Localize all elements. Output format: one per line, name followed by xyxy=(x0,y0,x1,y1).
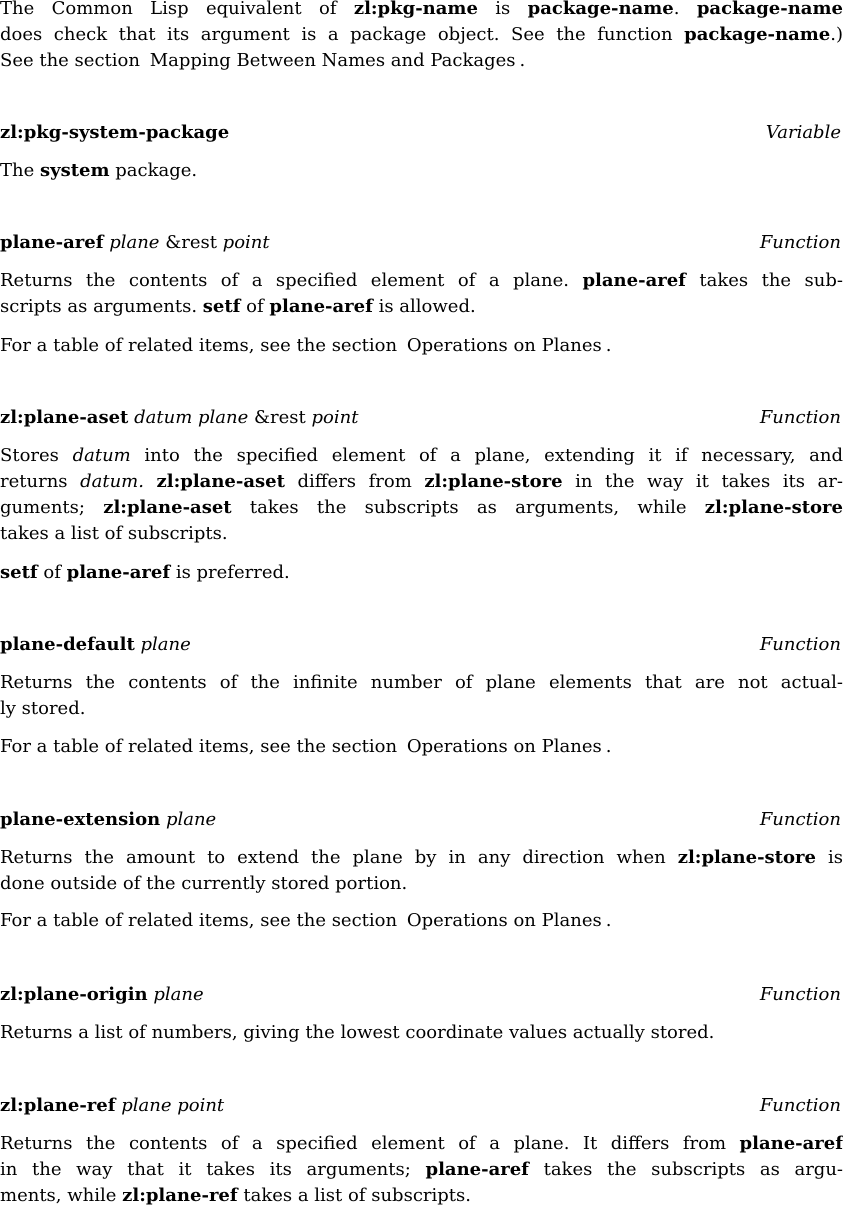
text: .) xyxy=(830,24,843,45)
entry-header xyxy=(0,982,843,1008)
symbol-name: zl:plane-aset xyxy=(103,497,232,518)
entry-argument: plane xyxy=(165,809,217,830)
section-cross-reference[interactable]: Mapping Between Names and Packages xyxy=(149,50,516,71)
section-cross-reference[interactable]: Operations on Planes xyxy=(406,335,602,356)
text: guments; xyxy=(0,497,85,518)
entry-kind: Function xyxy=(759,634,841,655)
entry-header xyxy=(0,807,843,833)
text: The Common Lisp equivalent of xyxy=(0,0,337,19)
entry-name: plane-extension xyxy=(0,809,161,830)
entry-argument: plane xyxy=(109,232,160,253)
intro-line-3 xyxy=(0,48,843,74)
intro-line-2 xyxy=(0,22,843,48)
entry-description-line xyxy=(0,469,843,495)
see-also-line xyxy=(0,734,843,760)
entry-description xyxy=(0,158,843,184)
entry-header xyxy=(0,405,843,431)
entry-description-line xyxy=(0,1131,843,1157)
text: Returns the contents of a specified element of a plane. It differs from xyxy=(0,1133,727,1154)
text: Returns a list of numbers, giving the lowest coordinate values actually stored. xyxy=(0,1022,715,1043)
text: ments, while xyxy=(0,1185,117,1206)
symbol-name: plane-aref xyxy=(582,270,686,291)
symbol-name: zl:plane-store xyxy=(424,471,563,492)
text: scripts as arguments. xyxy=(0,296,198,317)
entry-description-line xyxy=(0,495,843,521)
section-cross-reference[interactable]: Operations on Planes xyxy=(406,736,602,757)
entry-argument: plane xyxy=(198,407,249,428)
symbol-name: package-name xyxy=(527,0,674,19)
entry-argument: point xyxy=(311,407,359,428)
entry-argument: point xyxy=(177,1095,225,1116)
text: takes a list of subscripts. xyxy=(243,1185,471,1206)
argument-reference: datum. xyxy=(80,471,144,492)
symbol-name: plane-aref xyxy=(425,1159,529,1180)
entry-name: plane-aref xyxy=(0,232,104,253)
text: in the way it takes its ar- xyxy=(575,471,843,492)
symbol-name: zl:plane-aset xyxy=(156,471,285,492)
entry-name: zl:plane-aset xyxy=(0,407,129,428)
entry-kind: Variable xyxy=(765,122,841,143)
text: is preferred. xyxy=(175,562,290,583)
entry-description-line xyxy=(0,294,843,320)
text: in the way that it takes its arguments; xyxy=(0,1159,411,1180)
text: Returns the contents of a specified element of a plane. xyxy=(0,270,569,291)
entry-kind: Function xyxy=(759,1095,841,1116)
text: For a table of related items, see the section xyxy=(0,335,398,356)
symbol-name: system xyxy=(40,160,110,181)
text: For a table of related items, see the section xyxy=(0,910,398,931)
see-also-line xyxy=(0,908,843,934)
text: For a table of related items, see the section xyxy=(0,736,398,757)
text: does check that its argument is a package object. See the function xyxy=(0,24,673,45)
symbol-name: setf xyxy=(0,562,38,583)
text: differs from xyxy=(297,471,412,492)
text: of xyxy=(43,562,61,583)
text: returns xyxy=(0,471,68,492)
entry-header xyxy=(0,230,843,256)
entry-header xyxy=(0,632,843,658)
text: is xyxy=(495,0,511,19)
text: ly stored. xyxy=(0,698,86,719)
entry-description-line xyxy=(0,1157,843,1183)
text: is allowed. xyxy=(378,296,476,317)
symbol-name: zl:plane-store xyxy=(677,847,816,868)
text: of xyxy=(246,296,264,317)
text: . xyxy=(605,335,612,356)
entry-header xyxy=(0,120,843,146)
text: The xyxy=(0,160,35,181)
text: takes the subscripts as arguments, while xyxy=(249,497,687,518)
text: into the specified element of a plane, extending it if necessary, and xyxy=(144,445,843,466)
intro-line-1 xyxy=(0,0,843,22)
symbol-name: plane-aref xyxy=(66,562,171,583)
entry-name: zl:pkg-system-package xyxy=(0,122,230,143)
see-also-line xyxy=(0,333,843,359)
entry-kind: Function xyxy=(759,809,841,830)
entry-description-line xyxy=(0,696,843,722)
entry-kind: Function xyxy=(759,407,841,428)
section-cross-reference[interactable]: Operations on Planes xyxy=(406,910,602,931)
text: takes a list of subscripts. xyxy=(0,523,228,544)
text: Returns the amount to extend the plane by in any direction when xyxy=(0,847,666,868)
entry-description-line xyxy=(0,268,843,294)
symbol-name: zl:plane-store xyxy=(704,497,843,518)
lambda-keyword: &rest xyxy=(165,232,217,253)
symbol-name: zl:pkg-name xyxy=(353,0,478,19)
entry-note-line xyxy=(0,560,843,586)
symbol-name: zl:plane-ref xyxy=(122,1185,238,1206)
symbol-name: setf xyxy=(202,296,241,317)
entry-argument: plane xyxy=(153,984,204,1005)
entry-description-line xyxy=(0,670,843,696)
lambda-keyword: &rest xyxy=(254,407,306,428)
text: Stores xyxy=(0,445,59,466)
entry-argument: point xyxy=(222,232,270,253)
text: See the section xyxy=(0,50,140,71)
entry-kind: Function xyxy=(759,232,841,253)
text: is xyxy=(827,847,843,868)
symbol-name: package-name xyxy=(684,24,831,45)
entry-argument: plane xyxy=(140,634,191,655)
text: done outside of the currently stored portion. xyxy=(0,873,408,894)
symbol-name: plane-aref xyxy=(269,296,373,317)
entry-argument: plane xyxy=(121,1095,172,1116)
entry-description-line xyxy=(0,845,843,871)
text: . xyxy=(605,736,612,757)
symbol-name: plane-aref xyxy=(739,1133,843,1154)
text: package. xyxy=(115,160,198,181)
entry-name: zl:plane-origin xyxy=(0,984,148,1005)
entry-description-line xyxy=(0,521,843,547)
argument-reference: datum xyxy=(72,445,131,466)
text: takes the sub- xyxy=(699,270,843,291)
entry-header xyxy=(0,1093,843,1119)
entry-description-line xyxy=(0,1183,843,1209)
entry-description-line xyxy=(0,871,843,897)
entry-name: zl:plane-ref xyxy=(0,1095,116,1116)
entry-description-line xyxy=(0,1020,843,1046)
entry-kind: Function xyxy=(759,984,841,1005)
text: . xyxy=(519,50,526,71)
symbol-name: package-name xyxy=(696,0,843,19)
entry-argument: datum xyxy=(134,407,193,428)
entry-name: plane-default xyxy=(0,634,135,655)
text: takes the subscripts as argu- xyxy=(543,1159,843,1180)
text: . xyxy=(605,910,612,931)
text: . xyxy=(673,0,680,19)
entry-description-line xyxy=(0,443,843,469)
text: Returns the contents of the infinite number of plane elements that are not actual- xyxy=(0,672,843,693)
